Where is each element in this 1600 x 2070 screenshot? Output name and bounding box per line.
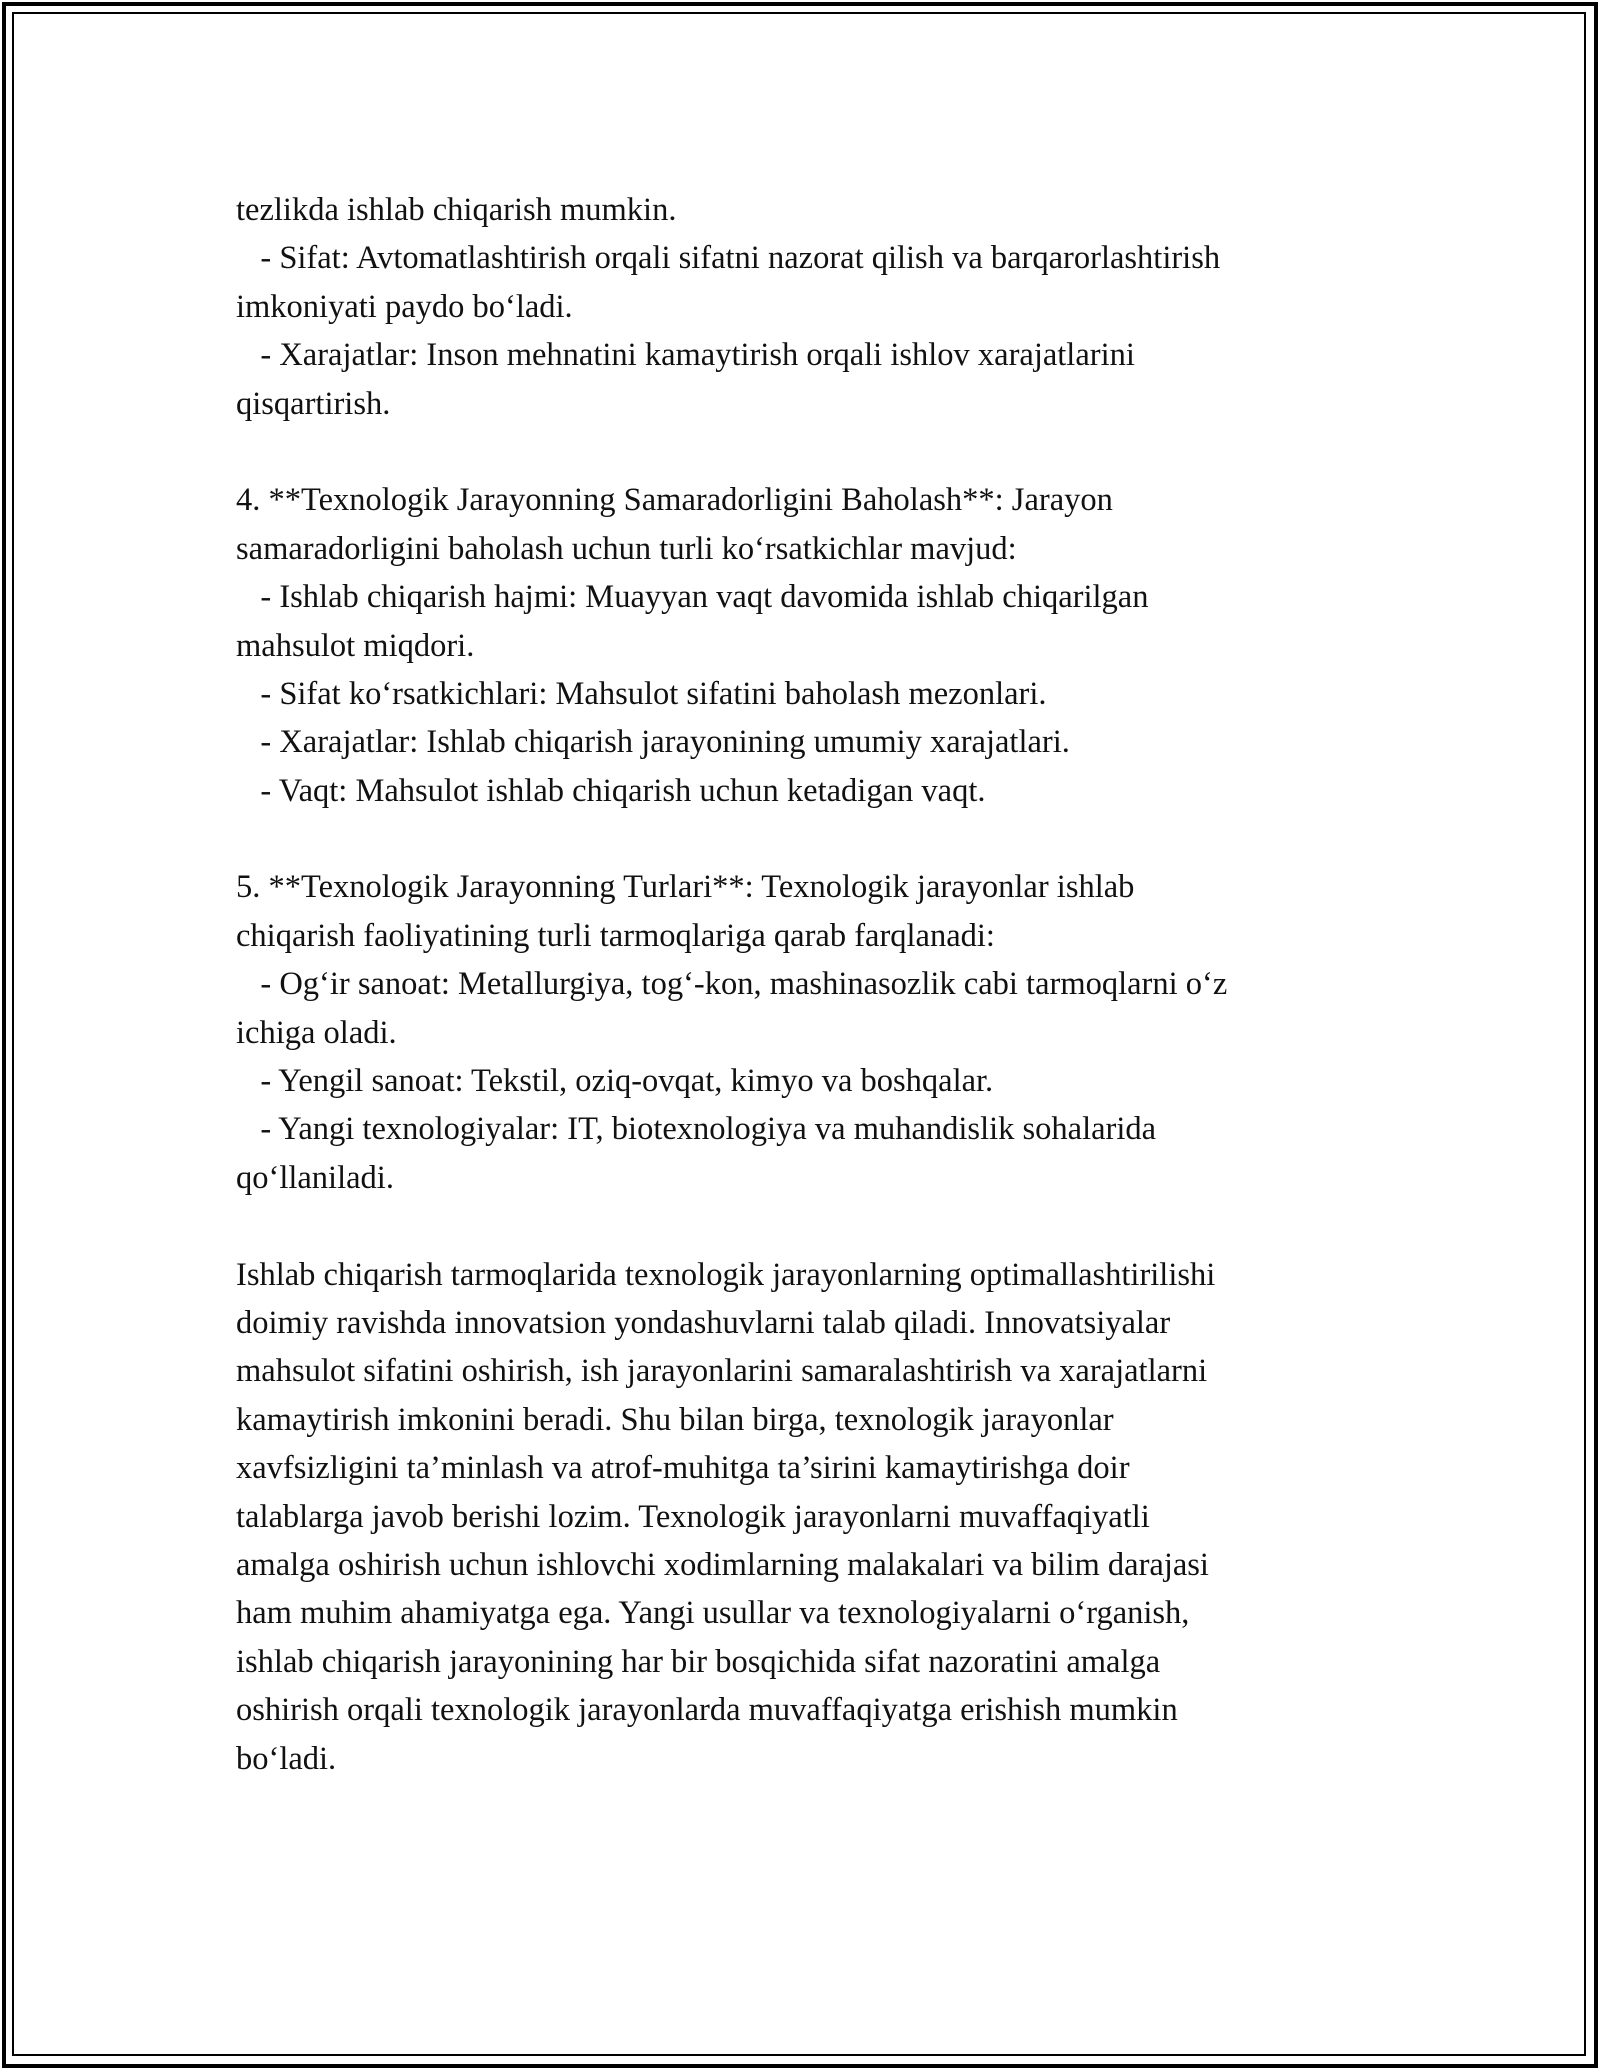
text-line: chiqarish faoliyatining turli tarmoqlariga qarab farqlanadi:	[236, 917, 995, 954]
list-item-line: - Vaqt: Mahsulot ishlab chiqarish uchun ketadigan vaqt.	[236, 772, 986, 809]
section-heading-line: 5. **Texnologik Jarayonning Turlari**: Texnologik jarayonlar ishlab	[236, 869, 1135, 906]
text-line: mahsulot miqdori.	[236, 627, 475, 664]
section-heading-line: 4. **Texnologik Jarayonning Samaradorligini Baholash**: Jarayon	[236, 482, 1113, 519]
paragraph-spacer	[236, 1202, 1376, 1250]
list-item-line: - Og‘ir sanoat: Metallurgiya, tog‘-kon, mashinasozlik cabi tarmoqlarni o‘z	[236, 966, 1228, 1003]
section-4-block	[236, 476, 1376, 815]
text-line: mahsulot sifatini oshirish, ish jarayonlarini samaralashtirish va xarajatlarni	[236, 1353, 1208, 1390]
text-line: - Sifat: Avtomatlashtirish orqali sifatni nazorat qilish va barqarorlashtirish	[236, 240, 1221, 277]
text-line: amalga oshirish uchun ishlovchi xodimlarning malakalari va bilim darajasi	[236, 1546, 1209, 1583]
text-line: doimiy ravishda innovatsion yondashuvlarni talab qiladi. Innovatsiyalar	[236, 1304, 1171, 1341]
text-line: samaradorligini baholash uchun turli ko‘rsatkichlar mavjud:	[236, 530, 1017, 567]
text-line: bo‘ladi.	[236, 1740, 337, 1777]
text-line: kamaytirish imkonini beradi. Shu bilan birga, texnologik jarayonlar	[236, 1401, 1114, 1438]
text-line: qo‘llaniladi.	[236, 1159, 394, 1196]
text-line: Ishlab chiqarish tarmoqlarida texnologik jarayonlarning optimallashtirilishi	[236, 1256, 1216, 1293]
list-item-line: - Xarajatlar: Ishlab chiqarish jarayonining umumiy xarajatlari.	[236, 724, 1070, 761]
text-line: xavfsizligini ta’minlash va atrof-muhitga ta’sirini kamaytirishga doir	[236, 1450, 1130, 1487]
text-line: oshirish orqali texnologik jarayonlarda muvaffaqiyatga erishish mumkin	[236, 1692, 1178, 1729]
text-line: talablarga javob berishi lozim. Texnologik jarayonlarni muvaffaqiyatli	[236, 1498, 1150, 1535]
list-item-line: - Ishlab chiqarish hajmi: Muayyan vaqt davomida ishlab chiqarilgan	[236, 579, 1149, 616]
list-item-line: - Yangi texnologiyalar: IT, biotexnologiya va muhandislik sohalarida	[236, 1111, 1157, 1148]
text-line: ham muhim ahamiyatga ega. Yangi usullar va texnologiyalarni o‘rganish,	[236, 1595, 1190, 1632]
section-5-block	[236, 863, 1376, 1202]
text-line: imkoniyati paydo bo‘ladi.	[236, 288, 573, 325]
text-line: qisqartirish.	[236, 385, 391, 422]
document-body	[236, 186, 1376, 1783]
text-line: ishlab chiqarish jarayonining har bir bosqichida sifat nazoratini amalga	[236, 1643, 1161, 1680]
list-item-line: - Sifat ko‘rsatkichlari: Mahsulot sifatini baholash mezonlari.	[236, 675, 1047, 712]
conclusion-paragraph	[236, 1251, 1376, 1783]
list-item-line: - Yengil sanoat: Tekstil, oziq-ovqat, kimyo va boshqalar.	[236, 1063, 994, 1100]
text-line: tezlikda ishlab chiqarish mumkin.	[236, 192, 677, 228]
paragraph-spacer	[236, 815, 1376, 863]
paragraph-spacer	[236, 428, 1376, 476]
text-line: ichiga oladi.	[236, 1014, 397, 1051]
intro-block	[236, 186, 1376, 428]
text-line: - Xarajatlar: Inson mehnatini kamaytirish orqali ishlov xarajatlarini	[236, 337, 1135, 374]
